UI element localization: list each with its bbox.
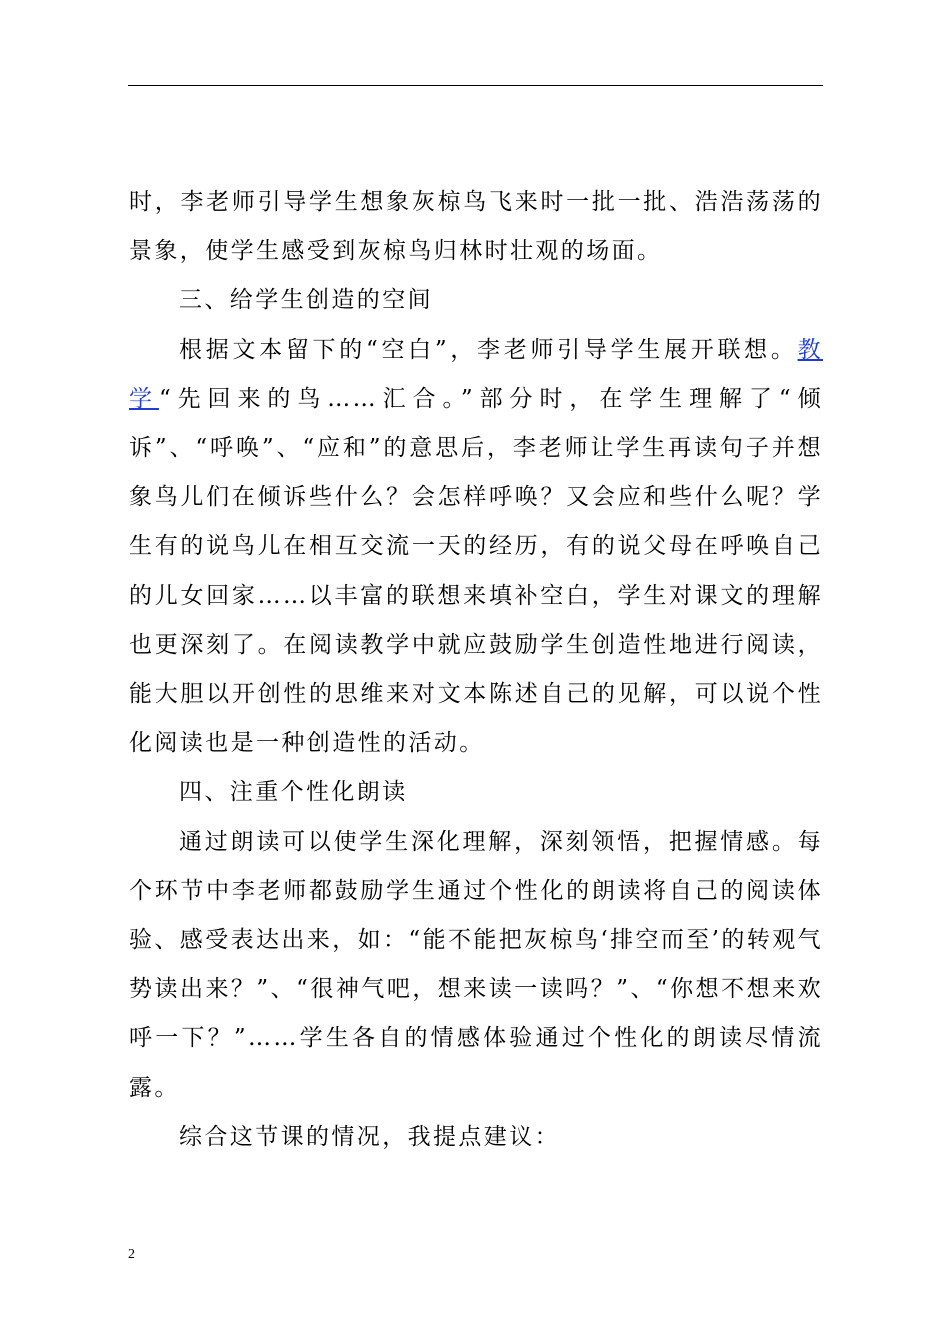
section-heading-3: 三、给学生创造的空间 — [179, 287, 433, 314]
page-number: 2 — [128, 1247, 135, 1262]
teaching-link[interactable]: 教学 — [129, 336, 823, 412]
paragraph-reading-aloud: 通过朗读可以使学生深化理解，深刻领悟，把握情感。每个环节中李老师都鼓励学生通过个性化的朗读将自己的阅读体验、感受表达出来，如：“能不能把灰椋鸟‘排空而至’的转观气势读出来？”、“很神气吧，想来读一读吗？”、“你想不想来欢呼一下？”……学生各自的情感体验通过个性化的朗读尽情流露。 — [129, 828, 823, 1101]
paragraph-continuation: 时，李老师引导学生想象灰椋鸟飞来时一批一批、浩浩荡荡的景象，使学生感受到灰椋鸟归林时壮观的场面。 — [129, 189, 823, 265]
paragraph-creative-space — [129, 326, 823, 769]
paragraph-text-after-link: “先回来的鸟……汇合。”部分时，在学生理解了“倾诉”、“呼唤”、“应和”的意思后，李老师让学生再读句子并想象鸟儿们在倾诉些什么？会怎样呼唤？又会应和些什么呢？学生有的说鸟儿在相互交流一天的经历，有的说父母在呼唤自己的儿女回家……以丰富的联想来填补空白，学生对课文的理解也更深刻了。在阅读教学中就应鼓励学生创造性地进行阅读，能大胆以开创性的思维来对文本陈述自己的见解，可以说个性化阅读也是一种创造性的活动。 — [129, 385, 823, 757]
document-body — [129, 178, 823, 1162]
section-heading-4: 四、注重个性化朗读 — [179, 779, 408, 806]
paragraph-text-before-link: 根据文本留下的“空白”，李老师引导学生展开联想。 — [179, 336, 798, 363]
header-rule — [128, 85, 823, 86]
paragraph-suggestions-intro: 综合这节课的情况，我提点建议： — [179, 1123, 560, 1150]
